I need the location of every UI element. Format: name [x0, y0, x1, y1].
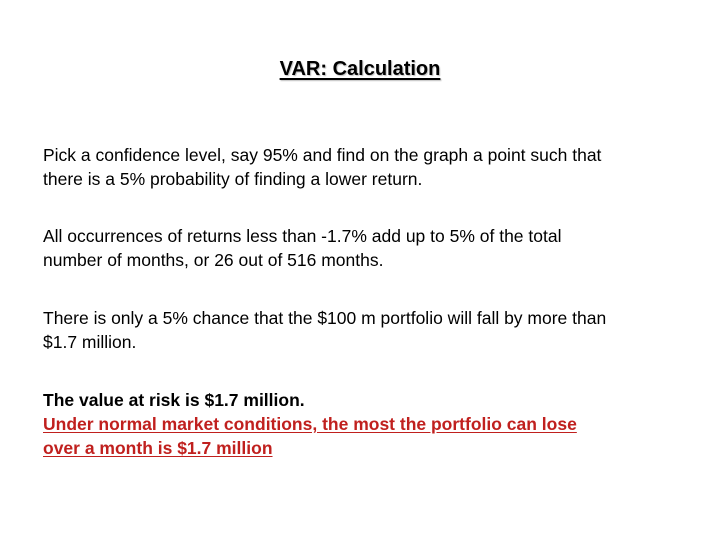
- highlight-line: over a month is $1.7 million: [43, 438, 273, 458]
- paragraph-line: $1.7 million.: [43, 332, 137, 352]
- paragraph-line: Pick a confidence level, say 95% and find on the graph a point such that: [43, 145, 602, 165]
- paragraph-line: There is only a 5% chance that the $100 m portfolio will fall by more than: [43, 308, 607, 328]
- paragraph-line: number of months, or 26 out of 516 months.: [43, 250, 384, 270]
- paragraph-portfolio-chance: [43, 306, 703, 354]
- var-statement: The value at risk is $1.7 million.: [43, 390, 305, 410]
- paragraph-line: there is a 5% probability of finding a lower return.: [43, 169, 423, 189]
- paragraph-line: All occurrences of returns less than -1.7% add up to 5% of the total: [43, 226, 562, 246]
- highlight-line: Under normal market conditions, the most the portfolio can lose: [43, 414, 577, 434]
- slide-title: VAR: Calculation: [279, 58, 441, 80]
- conclusion-block: [43, 388, 703, 460]
- paragraph-occurrences: [43, 224, 703, 272]
- paragraph-confidence-level: [43, 143, 703, 191]
